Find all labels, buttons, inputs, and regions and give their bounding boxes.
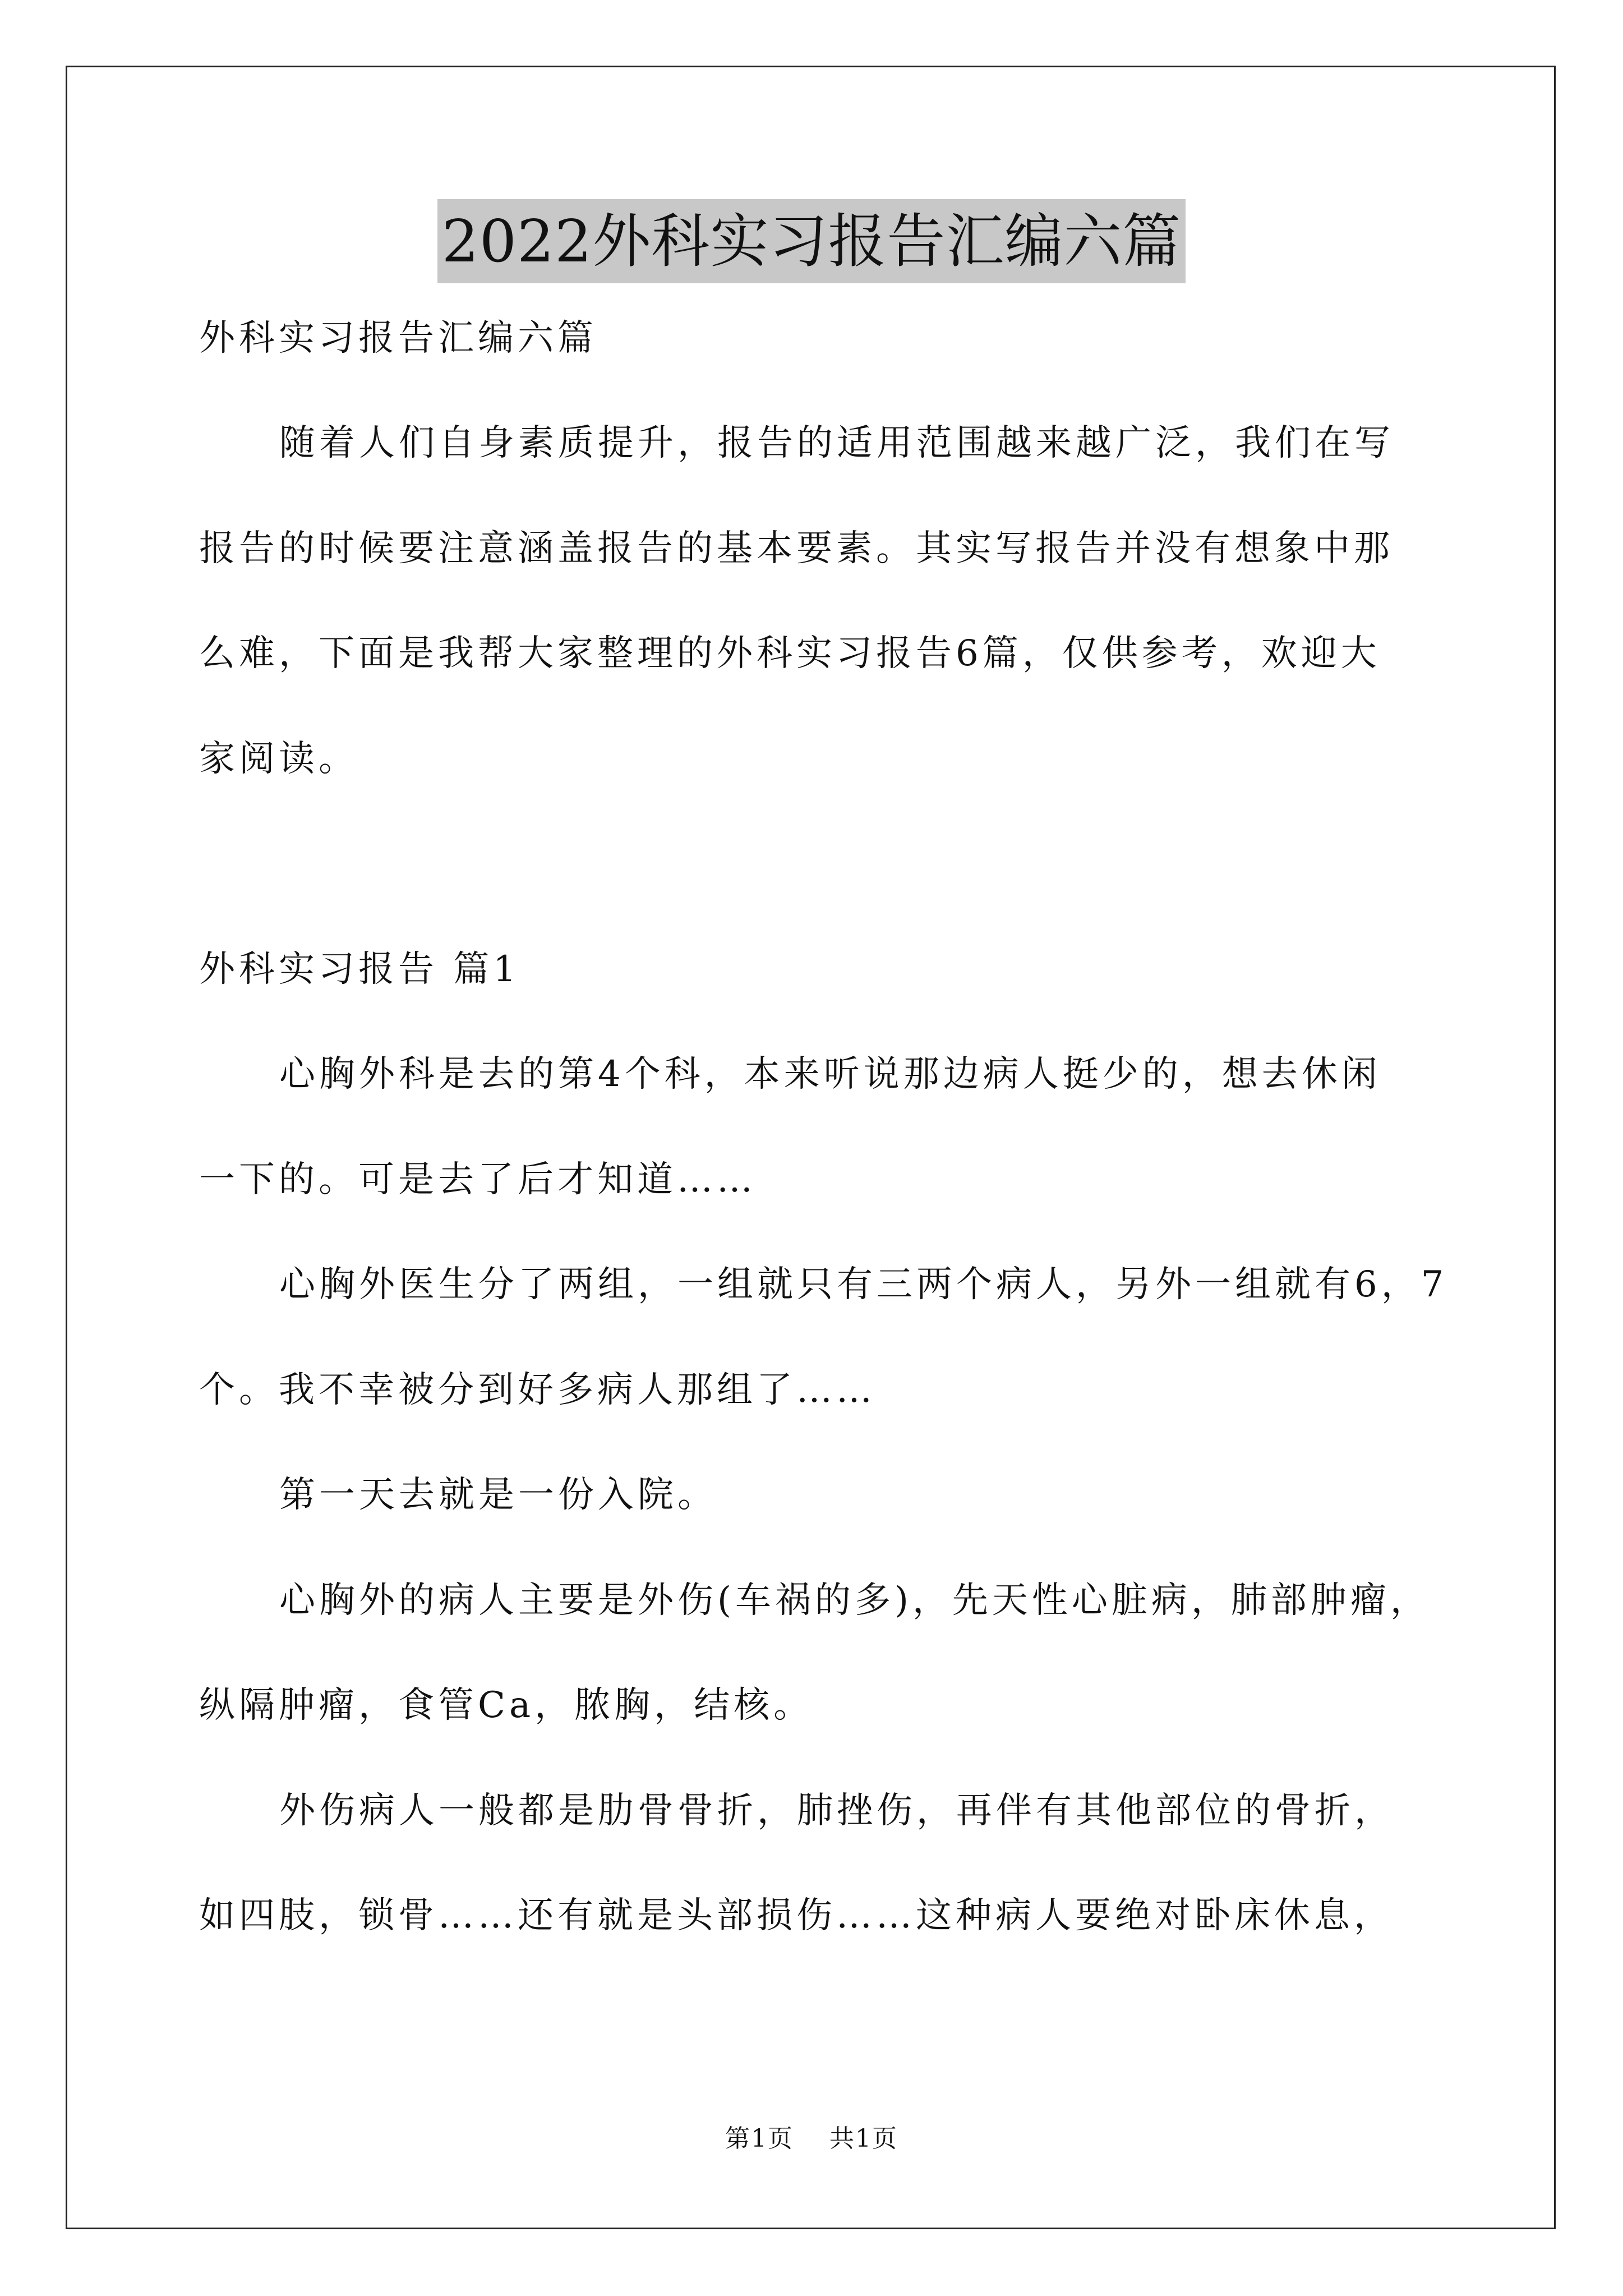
- body-line-8: 外伤病人一般都是肋骨骨折，肺挫伤，再伴有其他部位的骨折，: [279, 1790, 1394, 1832]
- body-line-1: 心胸外科是去的第4个科，本来听说那边病人挺少的，想去休闲: [279, 1053, 1381, 1095]
- document-subtitle: 外科实习报告汇编六篇: [199, 318, 597, 359]
- document-title: 2022外科实习报告汇编六篇: [437, 199, 1186, 283]
- section-heading: 外科实习报告 篇1: [199, 949, 520, 990]
- intro-line-1: 随着人们自身素质提升，报告的适用范围越来越广泛，我们在写: [279, 422, 1394, 464]
- body-line-7: 纵隔肿瘤，食管Ca，脓胸，结核。: [199, 1685, 814, 1726]
- intro-line-4: 家阅读。: [199, 738, 358, 780]
- intro-line-2: 报告的时候要注意涵盖报告的基本要素。其实写报告并没有想象中那: [199, 528, 1394, 569]
- page-number-current: 第1页: [725, 2124, 794, 2153]
- body-line-3: 心胸外医生分了两组，一组就只有三两个病人，另外一组就有6，7: [279, 1264, 1448, 1305]
- body-line-4: 个。我不幸被分到好多病人那组了……: [199, 1369, 876, 1411]
- title-container: [0, 199, 1623, 283]
- body-line-6: 心胸外的病人主要是外伤(车祸的多)，先天性心脏病，肺部肿瘤，: [279, 1580, 1430, 1621]
- body-line-9: 如四肢，锁骨……还有就是头部损伤……这种病人要绝对卧床休息，: [199, 1895, 1394, 1936]
- intro-line-3: 么难，下面是我帮大家整理的外科实习报告6篇，仅供参考，欢迎大: [199, 633, 1381, 674]
- page-footer: [0, 2123, 1623, 2155]
- body-line-2: 一下的。可是去了后才知道……: [199, 1159, 757, 1200]
- body-line-5: 第一天去就是一份入院。: [279, 1474, 717, 1516]
- page-number-total: 共1页: [829, 2124, 898, 2153]
